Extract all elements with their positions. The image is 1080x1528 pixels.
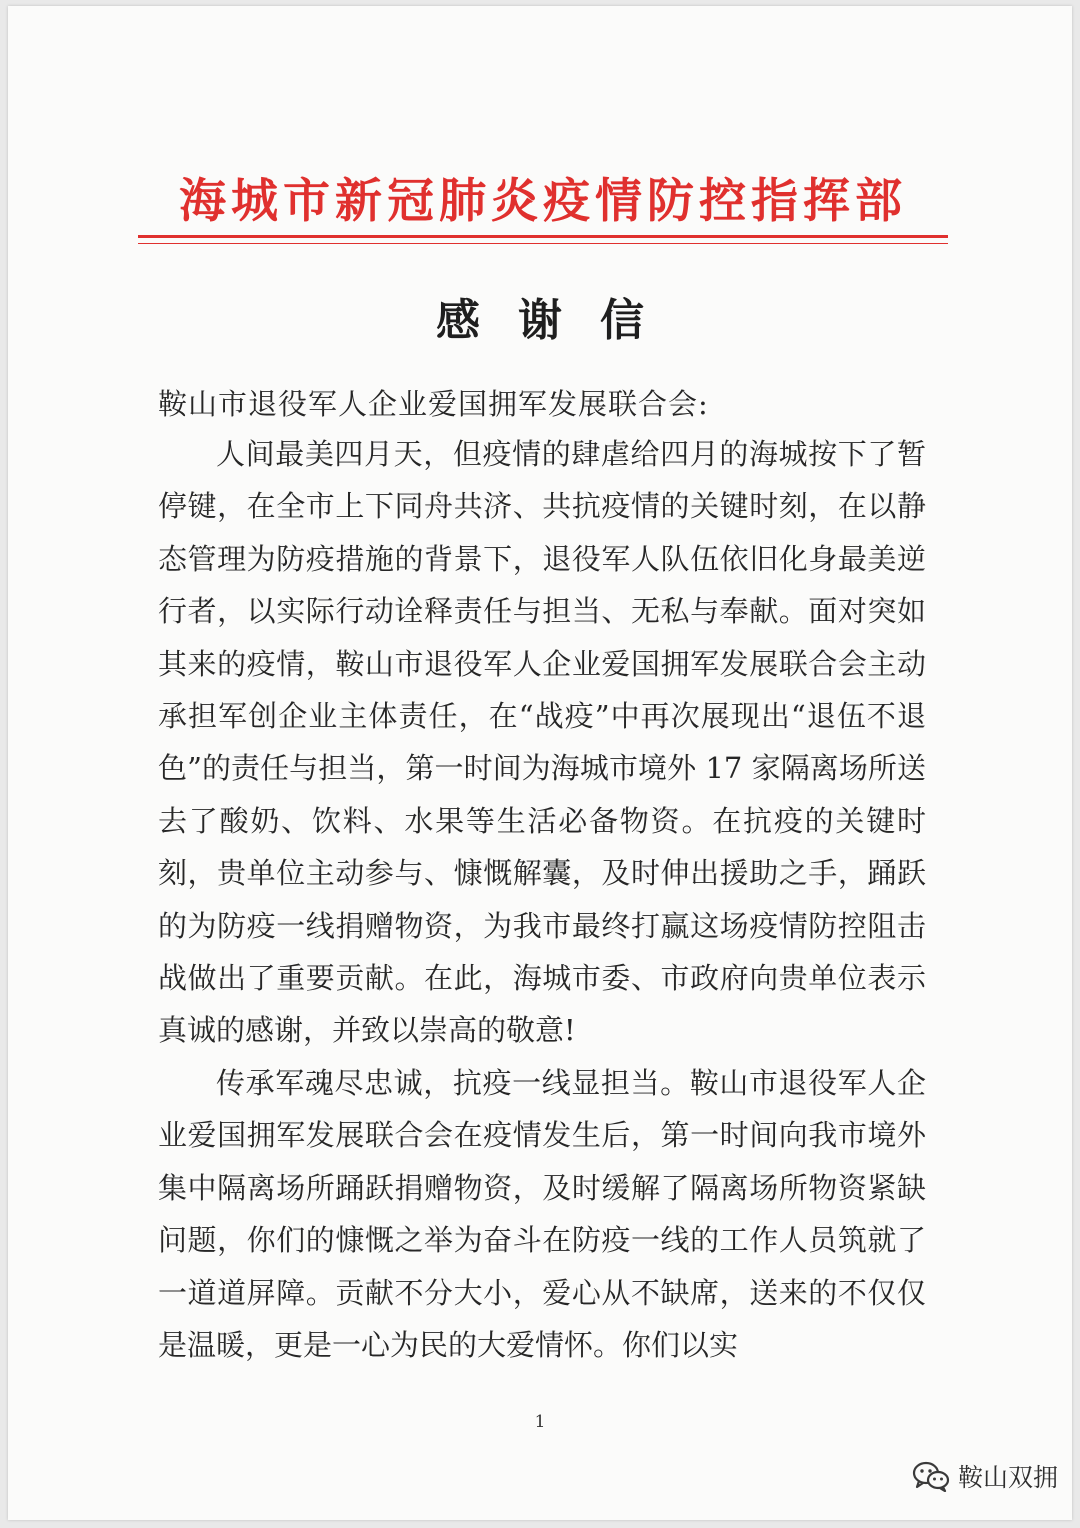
masthead-title: 海城市新冠肺炎疫情防控指挥部 [179,174,907,229]
body-paragraph: 传承军魂尽忠诚，抗疫一线显担当。鞍山市退役军人企业爱国拥军发展联合会在疫情发生后，第一时间向我市境外集中隔离场所踊跃捐赠物资，及时缓解了隔离场所物资紧缺问题，你们的慷慨之举为奋斗在防疫一线的工作人员筑就了一道道屏障。贡献不分大小，爱心从不缺席，送来的不仅仅是温暖，更是一心为民的大爱情怀。你们以实 [158,1065,926,1362]
document-page [8,6,1072,1520]
masthead-red-rule [138,235,948,238]
letter-title: 感谢信 [436,295,682,346]
salutation: 鞍山市退役军人企业爱国拥军发展联合会: [158,387,709,421]
watermark-account-name: 鞍山双拥 [957,1463,1058,1492]
page-number: 1 [534,1412,546,1432]
letter-body [158,428,926,1371]
wechat-icon [912,1460,950,1492]
wechat-watermark [912,1458,1058,1494]
masthead-red-rule-thin [138,243,948,244]
body-paragraph: 人间最美四月天，但疫情的肆虐给四月的海城按下了暂停键，在全市上下同舟共济、共抗疫情的关键时刻，在以静态管理为防疫措施的背景下，退役军人队伍依旧化身最美逆行者，以实际行动诠释责任与担当、无私与奉献。面对突如其来的疫情，鞍山市退役军人企业爱国拥军发展联合会主动承担军创企业主体责任，在“战疫”中再次展现出“退伍不退色”的责任与担当，第一时间为海城市境外 17 家隔离场所送去了酸奶、饮料、水果等生活必备物资。在抗疫的关键时刻，贵单位主动参与、慷慨解囊，及时伸出援助之手，踊跃的为防疫一线捐赠物资，为我市最终打赢这场疫情防控阻击战做出了重要贡献。在此，海城市委、市政府向贵单位表示真诚的感谢，并致以崇高的敬意! [158,437,926,1048]
